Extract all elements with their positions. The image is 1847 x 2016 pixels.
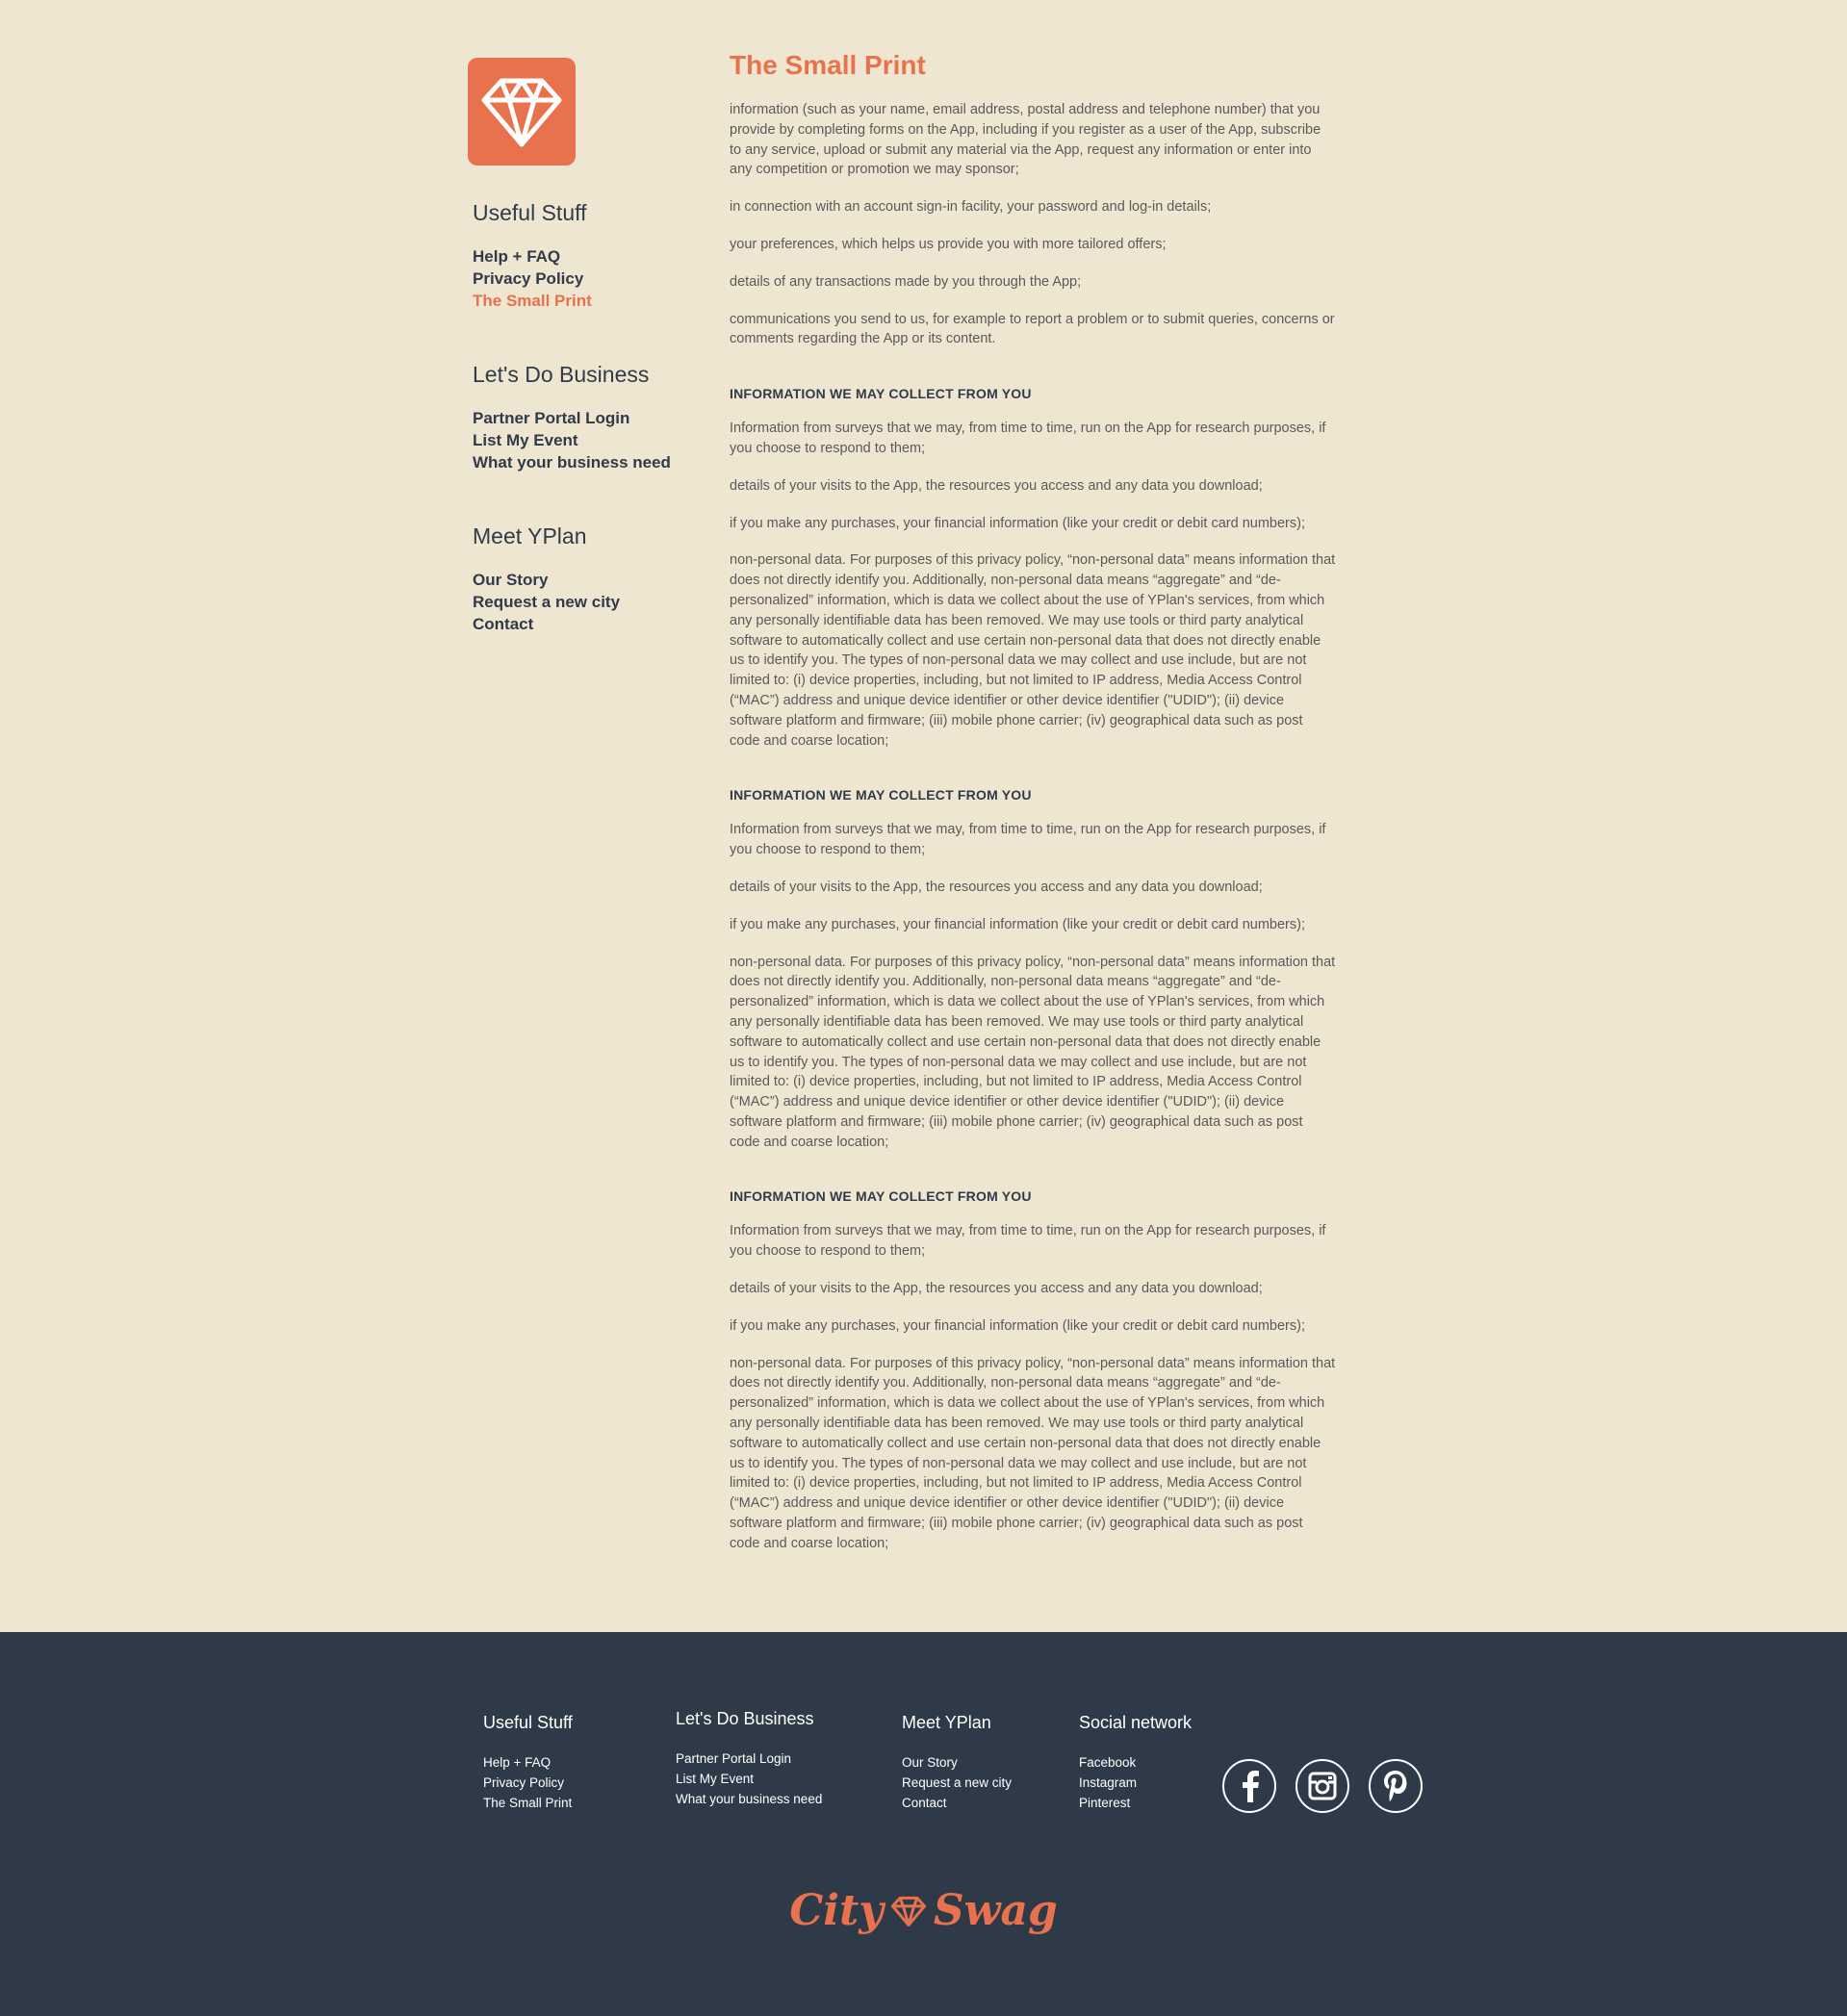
sidebar — [473, 200, 704, 685]
section-paragraph: if you make any purchases, your financial information (like your credit or debit card numbers); — [730, 1317, 1305, 1334]
sidebar-item-contact[interactable]: Contact — [473, 615, 534, 633]
footer-link-instagram[interactable]: Instagram — [1079, 1775, 1138, 1790]
sidebar-heading-useful-stuff: Useful Stuff — [473, 200, 587, 225]
brand-word-swag: Swag — [933, 1886, 1058, 1935]
sidebar-item-partner-portal[interactable]: Partner Portal Login — [473, 409, 630, 427]
sidebar-item-list-my-event[interactable]: List My Event — [473, 431, 578, 449]
sidebar-list-meet-yplan — [473, 569, 704, 635]
footer-link-list-my-event[interactable]: List My Event — [676, 1772, 755, 1786]
intro-paragraph: communications you send to us, for example to report a problem or to submit queries, concerns or comments regarding the App or its content. — [730, 311, 1335, 347]
footer-link-partner-portal[interactable]: Partner Portal Login — [676, 1751, 792, 1766]
section-paragraph: details of your visits to the App, the resources you access and any data you download; — [730, 477, 1263, 494]
sidebar-item-privacy-policy[interactable]: Privacy Policy — [473, 269, 584, 288]
section-paragraph: if you make any purchases, your financial information (like your credit or debit card numbers); — [730, 916, 1305, 932]
social-icons — [1222, 1759, 1423, 1813]
sidebar-item-help-faq[interactable]: Help + FAQ — [473, 247, 561, 266]
footer-link-request-city[interactable]: Request a new city — [902, 1775, 1013, 1790]
diamond-icon — [889, 1895, 928, 1927]
section-paragraph: non-personal data. For purposes of this privacy policy, “non-personal data” means information that does not directly identify you. Additionally, non-personal data means “aggregate” and “de-personalized” information, which is data we collect about the use of YPlan's services, from which any personally identifiable data has been removed. We may use tools or third party analytical software to automatically collect and use certain non-personal data that does not directly enable us to identify you. The types of non-personal data we may collect and use include, but are not limited to: (i) device properties, including, but not limited to IP address, Media Access Control (“MAC”) address and unique device identifier or other device identifier ("UDID"); (ii) device software platform and firmware; (iii) mobile phone carrier; (iv) geographical data such as post code and coarse location; — [730, 954, 1336, 1150]
footer-column-business — [676, 1709, 822, 1809]
intro-paragraph: information (such as your name, email address, postal address and telephone number) that you provide by completing forms on the App, including if you register as a user of the App, subscribe to any service, upload or submit any material via the App, request any information or enter into any competition or promotion we may sponsor; — [730, 102, 1321, 178]
sidebar-heading-business: Let's Do Business — [473, 362, 650, 387]
facebook-icon[interactable] — [1222, 1759, 1276, 1813]
section-paragraph: details of your visits to the App, the resources you access and any data you download; — [730, 879, 1263, 895]
footer-column-meet-yplan — [902, 1713, 1012, 1813]
footer-link-business-need[interactable]: What your business need — [676, 1792, 823, 1806]
instagram-icon[interactable] — [1295, 1759, 1349, 1813]
sidebar-item-small-print[interactable]: The Small Print — [473, 292, 592, 310]
section-paragraph: details of your visits to the App, the resources you access and any data you download; — [730, 1281, 1263, 1297]
footer-heading: Useful Stuff — [483, 1713, 573, 1732]
sidebar-list-business — [473, 407, 704, 473]
section-paragraph: non-personal data. For purposes of this privacy policy, “non-personal data” means information that does not directly identify you. Additionally, non-personal data means “aggregate” and “de-personalized” information, which is data we collect about the use of YPlan's services, from which any personally identifiable data has been removed. We may use tools or third party analytical software to automatically collect and use certain non-personal data that does not directly enable us to identify you. The types of non-personal data we may collect and use include, but are not limited to: (i) device properties, including, but not limited to IP address, Media Access Control (“MAC”) address and unique device identifier or other device identifier ("UDID"); (ii) device software platform and firmware; (iii) mobile phone carrier; (iv) geographical data such as post code and coarse location; — [730, 1355, 1336, 1551]
footer — [0, 1632, 1847, 2016]
footer-column-useful-stuff — [483, 1713, 573, 1813]
footer-heading: Let's Do Business — [676, 1709, 814, 1728]
footer-heading: Meet YPlan — [902, 1713, 991, 1732]
footer-link-privacy-policy[interactable]: Privacy Policy — [483, 1775, 565, 1790]
footer-column-social — [1079, 1713, 1192, 1813]
brand-word-city: City — [789, 1886, 884, 1935]
footer-link-our-story[interactable]: Our Story — [902, 1755, 958, 1770]
section-paragraph: Information from surveys that we may, from time to time, run on the App for research purposes, if you choose to respond to them; — [730, 1223, 1326, 1260]
page-title: The Small Print — [730, 50, 926, 80]
pinterest-icon[interactable] — [1369, 1759, 1423, 1813]
sidebar-heading-meet-yplan: Meet YPlan — [473, 523, 587, 549]
footer-link-contact[interactable]: Contact — [902, 1796, 947, 1810]
main-content — [730, 50, 1336, 1571]
section-paragraph: non-personal data. For purposes of this privacy policy, “non-personal data” means information that does not directly identify you. Additionally, non-personal data means “aggregate” and “de-personalized” information, which is data we collect about the use of YPlan's services, from which any personally identifiable data has been removed. We may use tools or third party analytical software to automatically collect and use certain non-personal data that does not directly enable us to identify you. The types of non-personal data we may collect and use include, but are not limited to: (i) device properties, including, but not limited to IP address, Media Access Control (“MAC”) address and unique device identifier or other device identifier ("UDID"); (ii) device software platform and firmware; (iii) mobile phone carrier; (iv) geographical data such as post code and coarse location; — [730, 552, 1336, 749]
intro-paragraph: your preferences, which helps us provide you with more tailored offers; — [730, 236, 1167, 252]
footer-link-facebook[interactable]: Facebook — [1079, 1755, 1137, 1770]
sidebar-list-useful-stuff — [473, 245, 704, 312]
section-heading: INFORMATION WE MAY COLLECT FROM YOU — [730, 787, 1032, 804]
sidebar-item-our-story[interactable]: Our Story — [473, 571, 549, 589]
section-paragraph: Information from surveys that we may, from time to time, run on the App for research purposes, if you choose to respond to them; — [730, 421, 1326, 456]
section-heading: INFORMATION WE MAY COLLECT FROM YOU — [730, 386, 1032, 402]
footer-heading: Social network — [1079, 1713, 1193, 1732]
logo[interactable] — [468, 58, 576, 166]
intro-paragraph: in connection with an account sign-in facility, your password and log-in details; — [730, 199, 1212, 216]
intro-paragraph: details of any transactions made by you through the App; — [730, 273, 1082, 290]
footer-link-help-faq[interactable]: Help + FAQ — [483, 1755, 552, 1770]
footer-link-small-print[interactable]: The Small Print — [483, 1796, 573, 1810]
footer-link-pinterest[interactable]: Pinterest — [1079, 1796, 1131, 1810]
sidebar-item-business-need[interactable]: What your business need — [473, 453, 671, 472]
sidebar-item-request-city[interactable]: Request a new city — [473, 593, 621, 611]
section-heading: INFORMATION WE MAY COLLECT FROM YOU — [730, 1188, 1032, 1205]
section-paragraph: Information from surveys that we may, from time to time, run on the App for research purposes, if you choose to respond to them; — [730, 822, 1326, 858]
brand-logo[interactable] — [0, 1886, 1847, 1935]
section-paragraph: if you make any purchases, your financial information (like your credit or debit card numbers); — [730, 515, 1305, 531]
diamond-icon — [480, 73, 563, 150]
